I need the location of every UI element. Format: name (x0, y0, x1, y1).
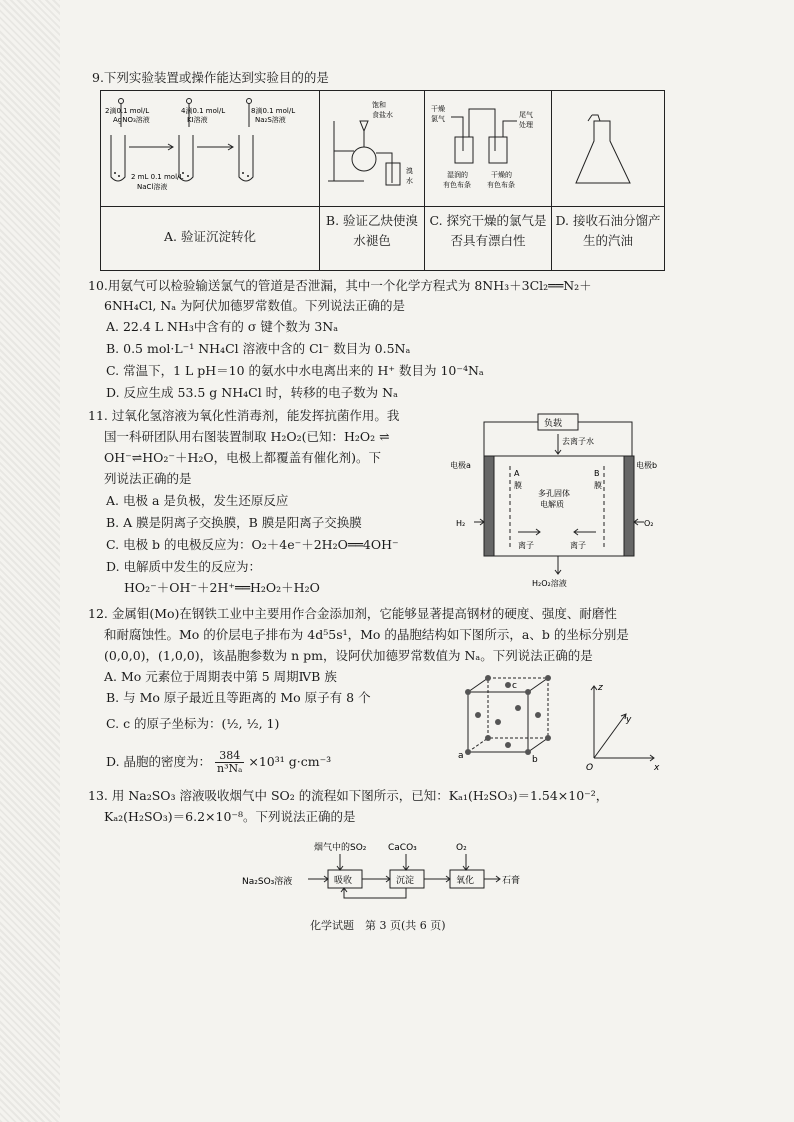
flow-step-absorb: 吸收 (334, 876, 353, 886)
fig-a-drop1: 2滴0.1 mol/L (105, 107, 150, 115)
q10-stem-1: 10.用氨气可以检验输送氯气的管道是否泄漏，其中一个化学方程式为 8NH₃＋3Cl₂══N₂＋ (88, 278, 592, 293)
fig-c-l1: 干燥 (431, 105, 445, 113)
fig-c-l6: 有色布条 (443, 181, 471, 189)
q12-option-d-suffix: ×10³¹ g·cm⁻³ (248, 754, 332, 769)
fig11-center-1: 多孔固体 (538, 489, 570, 498)
q12-option-d-prefix: D. 晶胞的密度为： (106, 754, 212, 769)
fig12-origin: O (586, 763, 594, 772)
q12-stem-1: 12. 金属钼(Mo)在钢铁工业中主要用作合金添加剂，它能够显著提高钢材的硬度、强度、耐磨性 (88, 606, 617, 621)
fig12-label-c: c (512, 681, 517, 691)
fig11-output: H₂O₂溶液 (532, 579, 567, 588)
fig-c-l4: 处理 (519, 121, 533, 129)
q13-stem-1: 13. 用 Na₂SO₃ 溶液吸收烟气中 SO₂ 的流程如下图所示，已知：Kₐ₁(H₂SO₃)＝1.54×10⁻²， (88, 788, 609, 803)
fig12-axis-x: x (654, 763, 660, 772)
flow-end: 石膏 (502, 876, 521, 886)
fig11-water: 去离子水 (562, 437, 594, 446)
fig-a-drop2b: KI溶液 (187, 116, 208, 124)
fig-c-l2: 氯气 (431, 115, 445, 123)
q9-table (100, 90, 665, 271)
q12-stem-2: 和耐腐蚀性。Mo 的价层电子排布为 4d⁵5s¹，Mo 的晶胞结构如下图所示，a、b 的坐标分别是 (104, 627, 629, 642)
fig12-label-b: b (532, 755, 538, 765)
fig-b-l1: 饱和 (372, 101, 386, 109)
q10-option-b: B. 0.5 mol·L⁻¹ NH₄Cl 溶液中含的 Cl⁻ 数目为 0.5Nₐ (106, 341, 411, 356)
q11-option-c: C. 电极 b 的电极反应为：O₂＋4e⁻＋2H₂O══4OH⁻ (106, 537, 399, 552)
q11-option-a: A. 电极 a 是负极，发生还原反应 (106, 493, 289, 508)
fig12-axis-z: z (598, 683, 603, 693)
fig-a-drop3: 8滴0.1 mol/L (251, 107, 296, 115)
q9-figure-d (552, 91, 665, 207)
fig11-electrode-b: 电极b (636, 461, 658, 470)
q9-figure-a (101, 91, 320, 207)
q9-figure-c (425, 91, 552, 207)
fig11-membrane-a: A (514, 469, 520, 478)
fig12-axis-y: y (626, 715, 632, 725)
fig11-o2: O₂ (644, 519, 654, 528)
flow-step-oxidize: 氧化 (456, 876, 475, 886)
fig-b-l2: 食盐水 (372, 111, 393, 119)
q9-option-a: A. 验证沉淀转化 (164, 229, 256, 244)
q12-option-a: A. Mo 元素位于周期表中第 5 周期ⅣB 族 (104, 669, 337, 684)
fig11-electrode-a: 电极a (450, 461, 471, 470)
q11-stem-4: 列说法正确的是 (104, 471, 192, 486)
q11-stem-3: OH⁻⇌HO₂⁻＋H₂O，电极上都覆盖有催化剂)。下 (104, 450, 382, 465)
fig-c-l5: 湿润的 (447, 171, 468, 179)
q9-figure-b (320, 91, 425, 207)
q12-fraction-numerator: 384 (215, 750, 244, 763)
q12-option-b: B. 与 Mo 原子最近且等距离的 Mo 原子有 8 个 (106, 690, 371, 705)
q11-option-d-equation: HO₂⁻＋OH⁻＋2H⁺══H₂O₂＋H₂O (124, 580, 320, 595)
flow-start: Na₂SO₃溶液 (242, 877, 293, 887)
fig-c-l7: 干燥的 (491, 171, 512, 179)
page-footer: 化学试题 第 3 页(共 6 页) (310, 919, 446, 932)
fig11-ion-1: 离子 (518, 541, 534, 550)
fig-b-l3: 溴 (406, 167, 413, 175)
q10-option-d: D. 反应生成 53.5 g NH₄Cl 时，转移的电子数为 Nₐ (106, 385, 398, 400)
flow-step-precipitate: 沉淀 (396, 876, 415, 886)
fig11-ion-2: 离子 (570, 541, 586, 550)
flow-input-so2: 烟气中的SO₂ (314, 843, 367, 853)
fig11-membrane-b2: 膜 (594, 481, 602, 490)
q11-stem-2: 国一科研团队用右图装置制取 H₂O₂(已知：H₂O₂ ⇌ (104, 429, 390, 444)
fig-a-drop2: 4滴0.1 mol/L (181, 107, 226, 115)
fig-a-drop1b: AgNO₃溶液 (113, 116, 150, 124)
q10-option-a: A. 22.4 L NH₃中含有的 σ 键个数为 3Nₐ (106, 319, 339, 334)
fig11-membrane-a2: 膜 (514, 481, 522, 490)
q12-stem-3: (0,0,0)，(1,0,0)，该晶胞参数为 n pm，设阿伏加德罗常数值为 Nₐ。下列说法正确的是 (104, 648, 593, 663)
fig11-h2: H₂ (456, 519, 466, 528)
q11-electrolysis-diagram (448, 410, 660, 592)
q9-option-d: D. 接收石油分馏产生的汽油 (555, 213, 661, 248)
q12-unit-cell-diagram (458, 672, 664, 772)
fig-c-l3: 尾气 (519, 111, 533, 119)
q10-stem-2: 6NH₄Cl, Nₐ 为阿伏加德罗常数值。下列说法正确的是 (104, 298, 406, 313)
flow-input-caco3: CaCO₃ (388, 843, 417, 853)
fig-b-l4: 水 (406, 177, 413, 185)
q9-stem: 9.下列实验装置或操作能达到实验目的的是 (92, 70, 329, 85)
q13-flowchart (238, 832, 538, 904)
q11-option-d: D. 电解质中发生的反应为： (106, 559, 262, 574)
flow-input-o2: O₂ (456, 843, 467, 853)
q12-fraction-denominator: n³Nₐ (217, 762, 243, 775)
fig12-label-a: a (458, 751, 464, 761)
fig11-center-2: 电解质 (540, 500, 564, 509)
q10-option-c: C. 常温下，1 L pH＝10 的氨水中水电离出来的 H⁺ 数目为 10⁻⁴Nₐ (106, 363, 484, 378)
fig-a-tube: 2 mL 0.1 mol/L (131, 173, 184, 181)
fig-a-drop3b: Na₂S溶液 (255, 116, 286, 124)
fig11-load: 负载 (544, 419, 563, 429)
q13-stem-2: Kₐ₂(H₂SO₃)＝6.2×10⁻⁸。下列说法正确的是 (104, 809, 356, 824)
q12-option-c: C. c 的原子坐标为：(½, ½, 1) (106, 716, 280, 731)
scan-noise (0, 0, 60, 1122)
fig-c-l8: 有色布条 (487, 181, 515, 189)
q12-density-fraction (215, 750, 244, 775)
fig-a-tubeb: NaCl溶液 (137, 183, 168, 191)
q9-option-b: B. 验证乙炔使溴水褪色 (325, 213, 419, 248)
q12-option-d (106, 750, 331, 775)
q9-option-c: C. 探究干燥的氯气是否具有漂白性 (429, 213, 547, 248)
q11-option-b: B. A 膜是阴离子交换膜，B 膜是阳离子交换膜 (106, 515, 362, 530)
fig11-membrane-b: B (594, 469, 600, 478)
q11-stem-1: 11. 过氧化氢溶液为氧化性消毒剂，能发挥抗菌作用。我 (88, 408, 400, 423)
